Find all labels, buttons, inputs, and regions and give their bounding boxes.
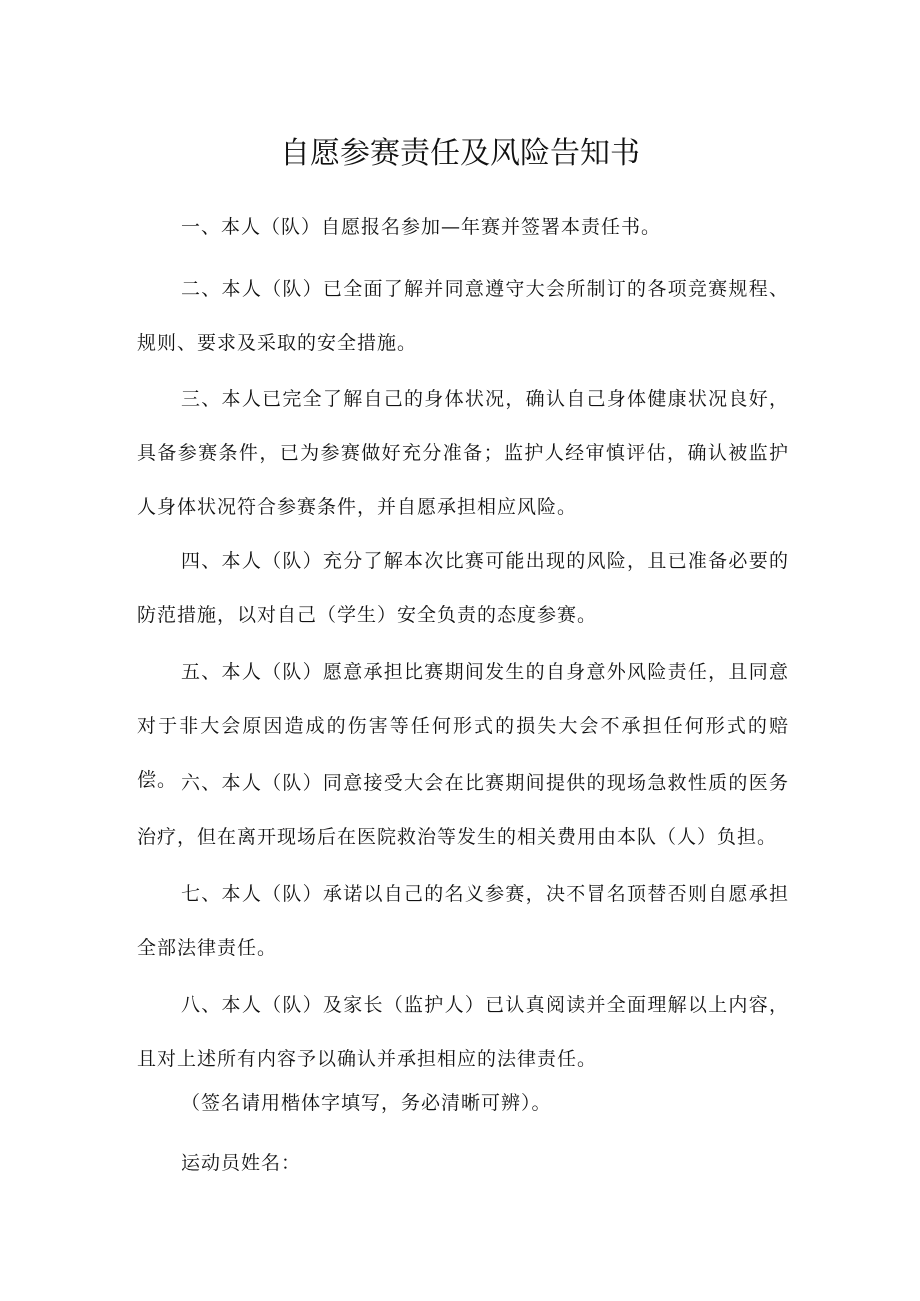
paragraph-8: 八、本人（队）及家长（监护人）已认真阅读并全面理解以上内容，且对上述所有内容予以确认并承担相应的法律责任。: [137, 994, 789, 1070]
paragraph-6: 六、本人（队）同意接受大会在比赛期间提供的现场急救性质的医务治疗，但在离开现场后在医院救治等发生的相关费用由本队（人）负担。: [137, 772, 789, 848]
paragraph-3: 三、本人已完全了解自己的身体状况，确认自己身体健康状况良好，具备参赛条件，已为参赛做好充分准备；监护人经审慎评估，确认被监护人身体状况符合参赛条件，并自愿承担相应风险。: [137, 388, 789, 518]
document-title: 自愿参赛责任及风险告知书: [280, 136, 640, 171]
paragraph-7: 七、本人（队）承诺以自己的名义参赛，决不冒名顶替否则自愿承担全部法律责任。: [137, 883, 789, 959]
athlete-name-label: 运动员姓名：: [181, 1152, 302, 1174]
paragraph-4: 四、本人（队）充分了解本次比赛可能出现的风险，且已准备必要的防范措施，以对自己（学生）安全负责的态度参赛。: [137, 550, 789, 626]
paragraph-1: 一、本人（队）自愿报名参加—年赛并签署本责任书。: [181, 216, 662, 238]
signature-note: （签名请用楷体字填写，务必清晰可辨）。: [181, 1092, 552, 1114]
paragraph-5: 五、本人（队）愿意承担比赛期间发生的自身意外风险责任，且同意对于非大会原因造成的伤害等任何形式的损失大会不承担任何形式的赔偿。: [137, 661, 789, 791]
paragraph-2: 二、本人（队）已全面了解并同意遵守大会所制订的各项竞赛规程、规则、要求及采取的安全措施。: [137, 278, 789, 354]
